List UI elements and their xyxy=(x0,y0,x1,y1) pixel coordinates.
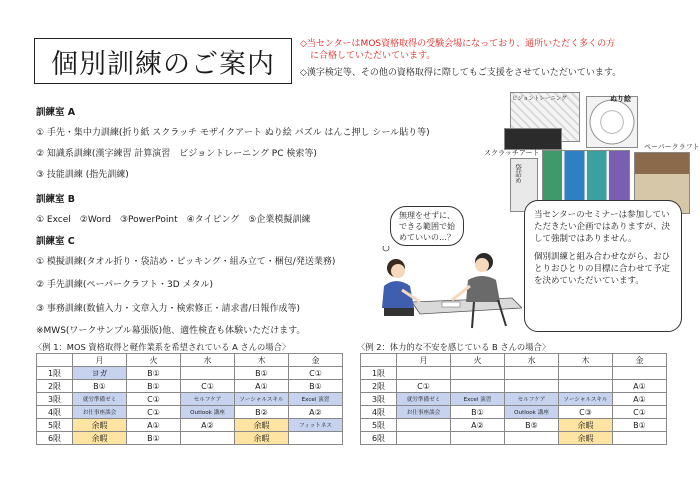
schedule-cell: A① xyxy=(235,380,289,393)
room-c-item-3: ③ 事務訓練(数値入力・文章入力・検索修正・請求書/日報作成等) xyxy=(36,304,300,314)
period-cell: 2限 xyxy=(361,380,397,393)
schedule-cell: C① xyxy=(613,406,667,419)
schedule-cell: B① xyxy=(73,380,127,393)
period-cell: 1限 xyxy=(361,367,397,380)
table-row xyxy=(361,419,667,432)
day-header: 月 xyxy=(73,354,127,367)
table-row xyxy=(37,393,343,406)
schedule-b-header-row xyxy=(361,354,667,367)
period-cell: 4限 xyxy=(37,406,73,419)
mos-note xyxy=(300,38,695,62)
day-header: 木 xyxy=(559,354,613,367)
schedule-cell xyxy=(397,432,451,445)
room-a-item-3: ③ 技能訓練 (指先訓練) xyxy=(36,170,129,180)
thought-bubble: 無理をせずに、できる範囲で始めていいの…？ xyxy=(390,206,464,246)
schedule-cell: 余暇 xyxy=(73,419,127,432)
schedule-cell: 余暇 xyxy=(235,432,289,445)
schedule-cell: B① xyxy=(613,419,667,432)
schedule-cell xyxy=(505,432,559,445)
schedule-cell: B② xyxy=(235,406,289,419)
day-header: 火 xyxy=(127,354,181,367)
schedule-cell: C① xyxy=(397,380,451,393)
table-row xyxy=(37,419,343,432)
day-header: 水 xyxy=(181,354,235,367)
schedule-cell: お仕事座談会 xyxy=(73,406,127,419)
mos-note-line1: ◇当センターはMOS資格取得の受験会場になっており、通所いただく多くの方 xyxy=(300,39,616,49)
room-c-item-1: ① 模擬訓練(タオル折り・袋詰め・ピッキング・組み立て・梱包/発送業務) xyxy=(36,257,336,267)
schedule-cell: C③ xyxy=(559,406,613,419)
schedule-cell: B① xyxy=(235,367,289,380)
speech-paragraph-2: 個別訓練と組み合わせながら、おひとりおひとりの目標に合わせて予定を決めていただいています。 xyxy=(534,252,671,286)
schedule-cell: C① xyxy=(127,393,181,406)
schedule-cell xyxy=(451,380,505,393)
room-b-items: ① Excel ②Word ③PowerPoint ④タイピング ⑤企業模擬訓練 xyxy=(36,215,311,225)
schedule-a-caption: 〈例 1：MOS 資格取得と軽作業系を希望されている A さんの場合〉 xyxy=(34,342,291,352)
period-cell: 4限 xyxy=(361,406,397,419)
schedule-cell: セルフケア xyxy=(181,393,235,406)
schedule-cell: C① xyxy=(181,380,235,393)
day-header: 金 xyxy=(289,354,343,367)
schedule-cell: A① xyxy=(613,380,667,393)
mos-note-line2: に合格していただいています。 xyxy=(310,51,436,61)
schedule-cell xyxy=(613,432,667,445)
schedule-cell: ソーシャルスキル xyxy=(559,393,613,406)
schedule-cell: C① xyxy=(127,406,181,419)
table-row xyxy=(37,367,343,380)
photo-label-vision: ビジョントレーニング xyxy=(512,96,567,102)
schedule-cell: B① xyxy=(127,380,181,393)
schedule-cell: 余暇 xyxy=(73,432,127,445)
schedule-cell xyxy=(559,380,613,393)
schedule-cell: Excel 演習 xyxy=(451,393,505,406)
room-a-title: 訓練室 A xyxy=(36,107,76,118)
schedule-cell: A② xyxy=(451,419,505,432)
schedule-cell: ヨガ xyxy=(73,367,127,380)
schedule-cell: A① xyxy=(613,393,667,406)
schedule-cell: B① xyxy=(289,380,343,393)
schedule-cell: セルフケア xyxy=(505,393,559,406)
period-cell: 6限 xyxy=(361,432,397,445)
schedule-cell: Outlook 講座 xyxy=(505,406,559,419)
schedule-cell xyxy=(181,432,235,445)
photo-label-nurie: ぬり絵 xyxy=(610,95,631,103)
day-header: 木 xyxy=(235,354,289,367)
schedule-cell: C① xyxy=(289,367,343,380)
room-c-item-2: ② 手先訓練(ペーパークラフト・3D メタル) xyxy=(36,280,214,290)
table-row xyxy=(37,432,343,445)
period-cell: 5限 xyxy=(37,419,73,432)
schedule-cell: お仕事座談会 xyxy=(397,406,451,419)
schedule-cell: 就労準備ゼミ xyxy=(73,393,127,406)
schedule-cell: A② xyxy=(289,406,343,419)
table-row xyxy=(361,432,667,445)
photo-label-scratch: スクラッチアート xyxy=(484,149,540,157)
period-cell: 3限 xyxy=(361,393,397,406)
table-row xyxy=(361,393,667,406)
schedule-b-caption: 〈例 2：体力的な不安を感じている B さんの場合〉 xyxy=(357,342,551,352)
day-header: 火 xyxy=(451,354,505,367)
day-header: 水 xyxy=(505,354,559,367)
period-cell: 5限 xyxy=(361,419,397,432)
schedule-cell: 余暇 xyxy=(559,432,613,445)
schedule-cell xyxy=(397,367,451,380)
room-a-item-1: ① 手先・集中力訓練(折り紙 スクラッチ モザイクアート ぬり絵 パズル はんこ押し シール貼り等) xyxy=(36,128,430,138)
schedule-a-header-row xyxy=(37,354,343,367)
period-cell: 3限 xyxy=(37,393,73,406)
day-header: 月 xyxy=(397,354,451,367)
schedule-cell: 余暇 xyxy=(235,419,289,432)
schedule-cell xyxy=(613,367,667,380)
room-a-item-2: ② 知識系訓練(漢字練習 計算演習 ビジョントレーニング PC 検索等) xyxy=(36,149,317,159)
schedule-cell xyxy=(181,367,235,380)
schedule-cell xyxy=(397,419,451,432)
schedule-cell xyxy=(451,367,505,380)
schedule-cell: 就労準備ゼミ xyxy=(397,393,451,406)
schedule-cell: B① xyxy=(127,367,181,380)
schedule-cell: Outlook 講座 xyxy=(181,406,235,419)
schedule-cell: B① xyxy=(127,432,181,445)
period-cell: 6限 xyxy=(37,432,73,445)
schedule-cell: ソーシャルスキル xyxy=(235,393,289,406)
table-row xyxy=(37,380,343,393)
room-c-title: 訓練室 C xyxy=(36,236,75,247)
page-title-box xyxy=(34,38,292,84)
schedule-cell: フィットネス xyxy=(289,419,343,432)
schedule-cell: A① xyxy=(127,419,181,432)
schedule-cell: B① xyxy=(451,406,505,419)
period-cell: 1限 xyxy=(37,367,73,380)
day-header: 金 xyxy=(613,354,667,367)
schedule-cell: Excel 演習 xyxy=(289,393,343,406)
room-b-title: 訓練室 B xyxy=(36,194,76,205)
schedule-cell xyxy=(451,432,505,445)
table-row xyxy=(361,367,667,380)
speech-paragraph-1: 当センターのセミナーは参加していただきたい企画ではありますが、決して強制ではありません。 xyxy=(534,210,671,244)
schedule-cell xyxy=(559,367,613,380)
consultation-illustration xyxy=(372,246,522,338)
speech-bubble xyxy=(524,200,682,332)
photo-label-papercraft: ペーパークラフト xyxy=(644,143,700,151)
scratch-art-image xyxy=(504,128,562,150)
training-photos xyxy=(484,92,700,216)
schedule-b-table xyxy=(360,353,667,445)
room-c-note: ※MWS(ワークサンプル幕張版)他、適性検査も体験いただけます。 xyxy=(36,326,306,336)
table-row xyxy=(361,406,667,419)
schedule-cell xyxy=(505,367,559,380)
schedule-cell xyxy=(289,432,343,445)
schedule-a-table xyxy=(36,353,343,445)
kanji-note: ◇漢字検定等、その他の資格取得に際してもご支援をさせていただいています。 xyxy=(300,68,622,78)
schedule-cell: A② xyxy=(181,419,235,432)
schedule-cell: B⑤ xyxy=(505,419,559,432)
photo-label-fukuro: 袋詰め xyxy=(514,164,522,184)
schedule-cell xyxy=(505,380,559,393)
table-row xyxy=(37,406,343,419)
period-cell: 2限 xyxy=(37,380,73,393)
page-title: 個別訓練のご案内 xyxy=(51,48,275,80)
schedule-cell: 余暇 xyxy=(559,419,613,432)
table-row xyxy=(361,380,667,393)
